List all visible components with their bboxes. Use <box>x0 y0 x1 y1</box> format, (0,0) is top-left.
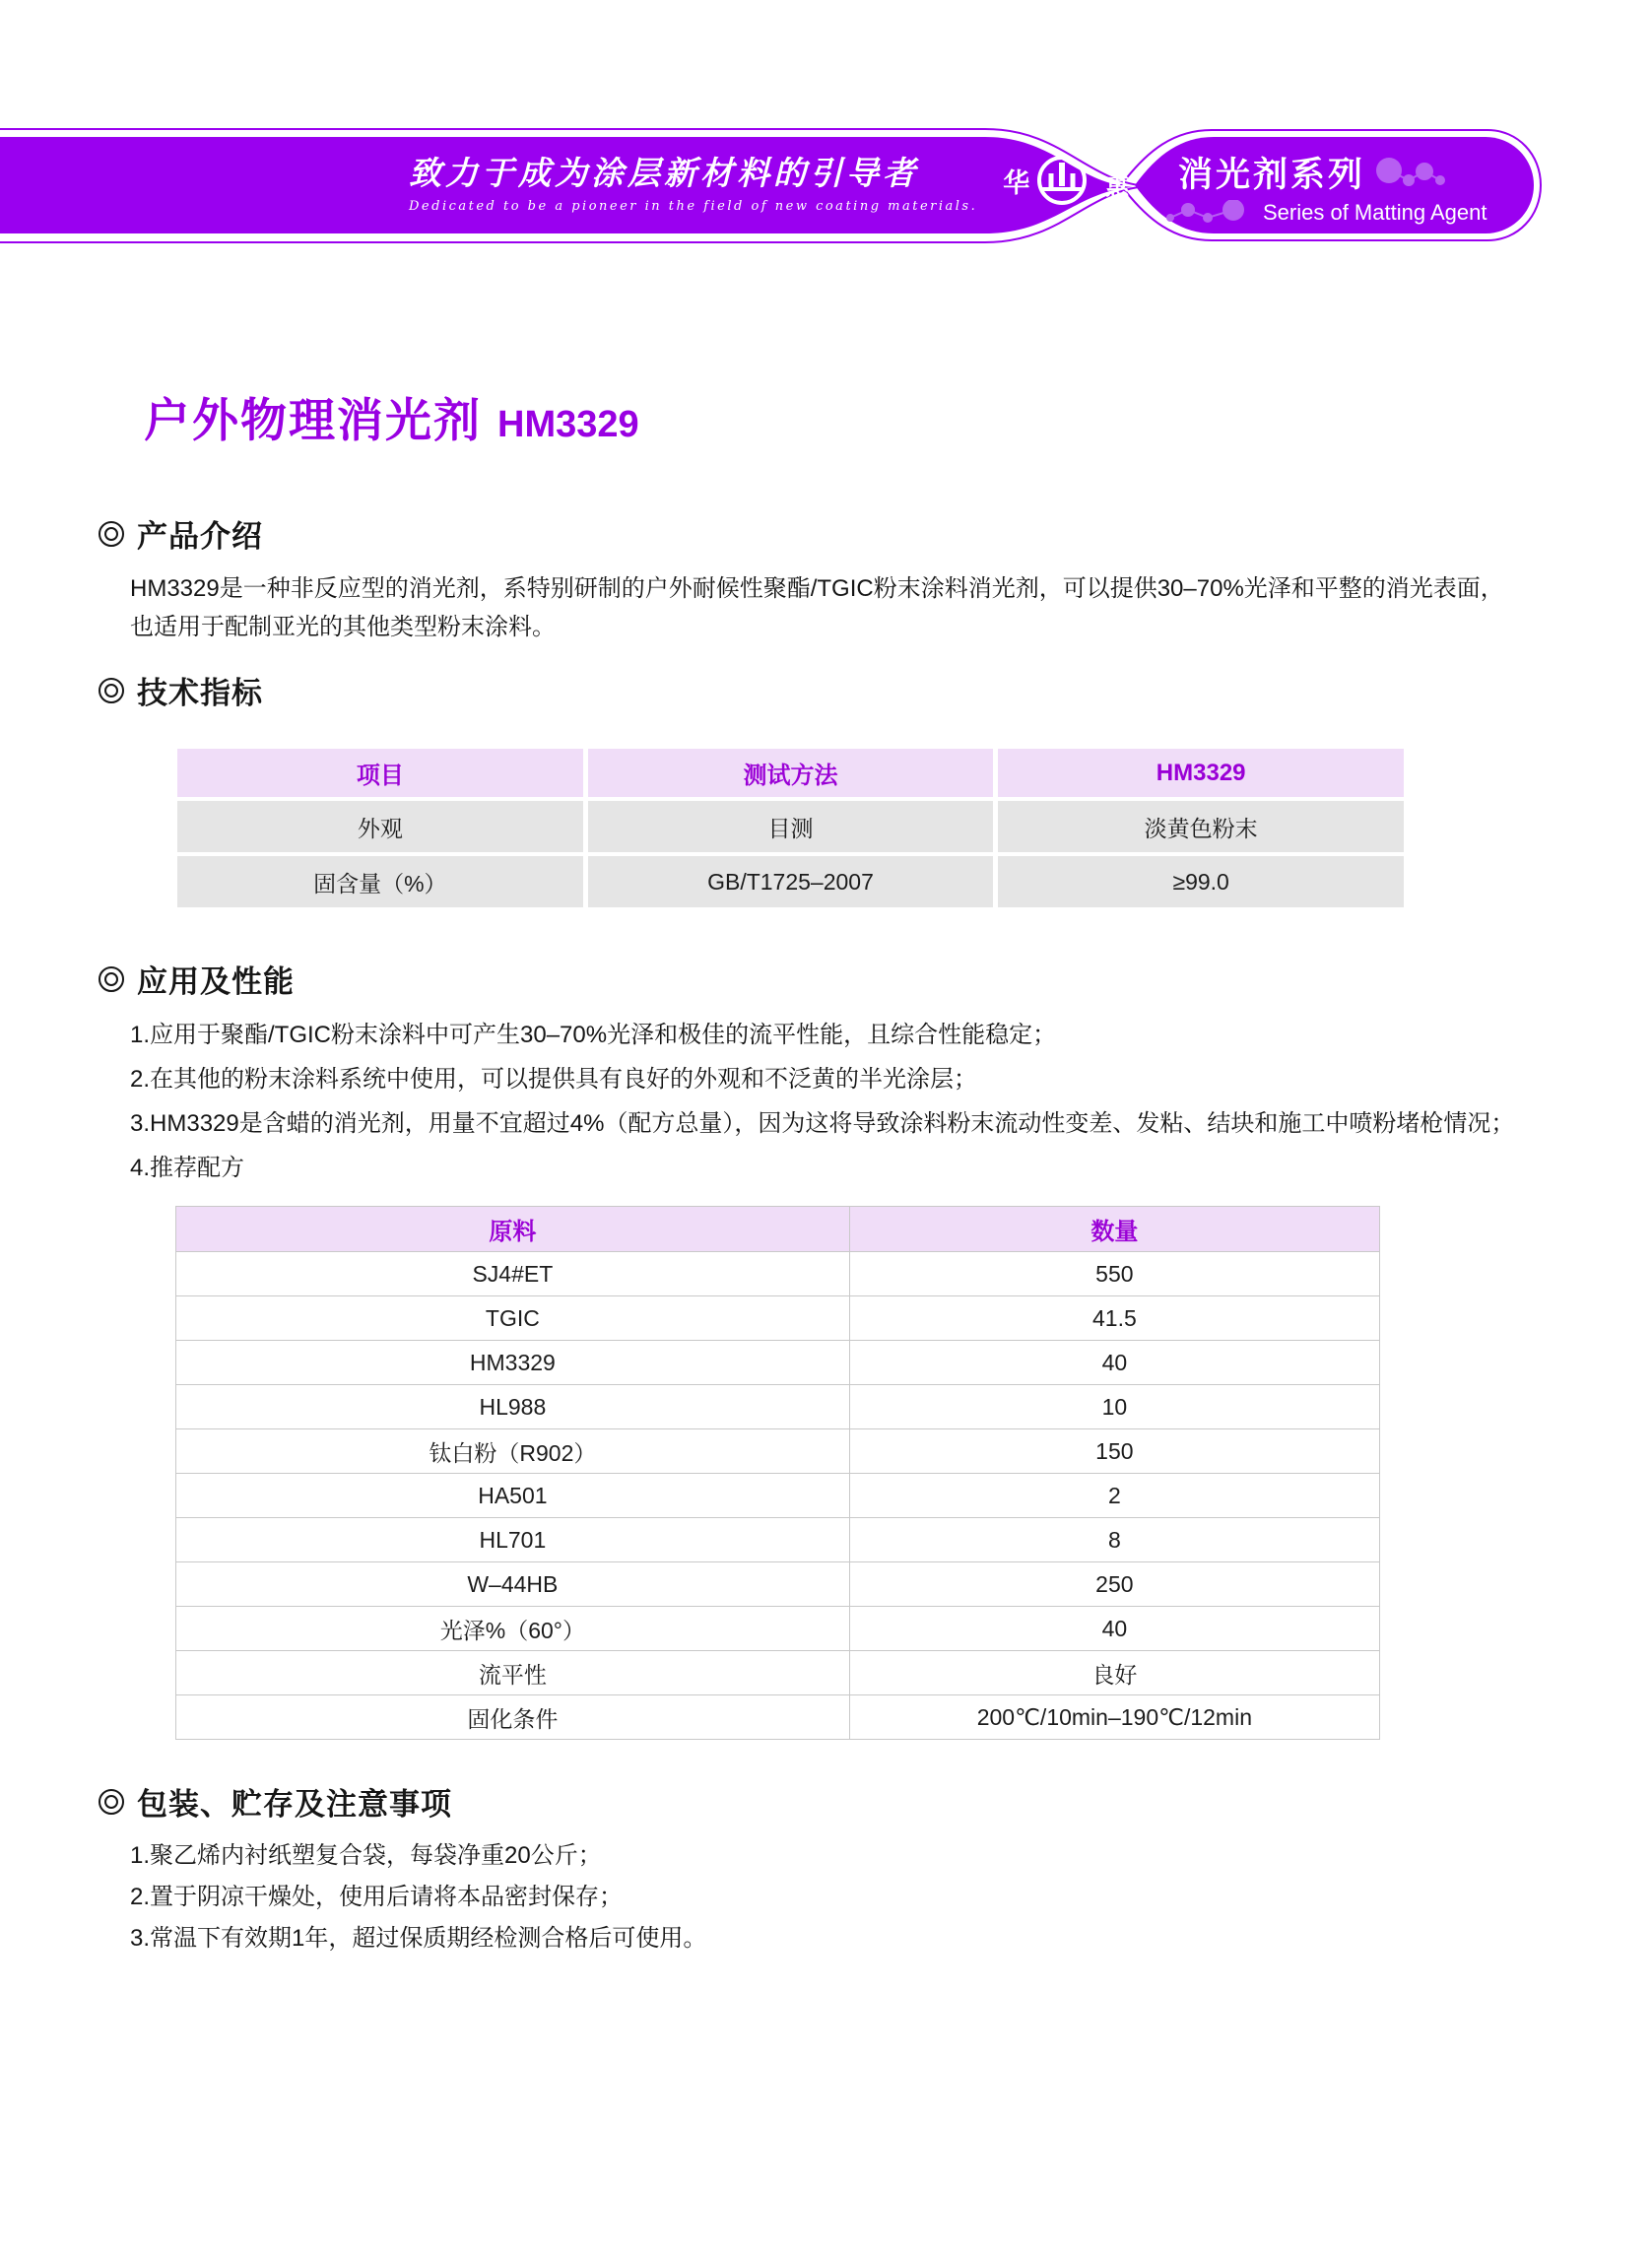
table-cell: 目测 <box>588 801 994 852</box>
product-title-cn: 户外物理消光剂 <box>144 394 482 446</box>
table-header-cell: 数量 <box>850 1207 1379 1251</box>
product-title-model: HM3329 <box>497 404 639 445</box>
product-title <box>144 384 1553 450</box>
table-cell: 固化条件 <box>176 1694 850 1739</box>
table-cell: HA501 <box>176 1473 850 1517</box>
section-bullet-icon <box>99 521 124 547</box>
spec-table <box>177 749 1404 907</box>
table-cell: 外观 <box>177 801 583 852</box>
list-item: 1.应用于聚酯/TGIC粉末涂料中可产生30–70%光泽和极佳的流平性能，且综合性能稳定； <box>130 1022 1057 1048</box>
section-bullet-icon <box>99 1789 124 1815</box>
table-header-cell: HM3329 <box>998 749 1404 797</box>
table-cell: HM3329 <box>176 1340 850 1384</box>
table-cell: ≥99.0 <box>998 856 1404 907</box>
intro-paragraph: HM3329是一种非反应型的消光剂，系特别研制的户外耐候性聚酯/TGIC粉末涂料消光剂，可以提供30–70%光泽和平整的消光表面，也适用于配制亚光的其他类型粉末涂料。 <box>130 575 1504 640</box>
series-title-en: Series of Matting Agent <box>1263 200 1487 225</box>
table-cell: 光泽%（60°） <box>176 1606 850 1650</box>
table-cell: 淡黄色粉末 <box>998 801 1404 852</box>
list-item: 3.常温下有效期1年，超过保质期经检测合格后可使用。 <box>130 1925 707 1952</box>
table-cell: HL988 <box>176 1384 850 1428</box>
table-cell: HL701 <box>176 1517 850 1561</box>
table-cell: 良好 <box>850 1650 1379 1694</box>
section-intro-heading <box>99 511 1553 556</box>
table-cell: 2 <box>850 1473 1379 1517</box>
formula-table <box>175 1206 1380 1740</box>
table-cell: 200℃/10min–190℃/12min <box>850 1694 1379 1739</box>
packaging-items <box>130 1835 1553 1959</box>
list-item: 2.置于阴凉干燥处，使用后请将本品密封保存； <box>130 1884 624 1910</box>
table-cell: 41.5 <box>850 1295 1379 1340</box>
table-cell: GB/T1725–2007 <box>588 856 994 907</box>
application-items <box>130 1013 1553 1190</box>
section-title: 产品介绍 <box>137 519 263 554</box>
table-cell: W–44HB <box>176 1561 850 1606</box>
table-header-cell: 测试方法 <box>588 749 994 797</box>
list-item: 1.聚乙烯内衬纸塑复合袋，每袋净重20公斤； <box>130 1842 602 1869</box>
table-header-cell: 项目 <box>177 749 583 797</box>
table-header-cell: 原料 <box>176 1207 850 1251</box>
table-cell: 钛白粉（R902） <box>176 1428 850 1473</box>
table-cell: SJ4#ET <box>176 1251 850 1295</box>
logo-char-right: 惠 <box>1105 173 1130 201</box>
section-title: 技术指标 <box>137 676 263 710</box>
table-cell: 150 <box>850 1428 1379 1473</box>
list-item: 2.在其他的粉末涂料系统中使用，可以提供具有良好的外观和不泛黄的半光涂层； <box>130 1066 978 1093</box>
list-item: 3.HM3329是含蜡的消光剂，用量不宜超过4%（配方总量），因为这将导致涂料粉末流动性变差、发粘、结块和施工中喷粉堵枪情况； <box>130 1110 1515 1137</box>
slogan-en: Dedicated to be a pioneer in the field of new coating materials. <box>409 199 978 214</box>
table-cell: 10 <box>850 1384 1379 1428</box>
table-cell: 250 <box>850 1561 1379 1606</box>
table-cell: 8 <box>850 1517 1379 1561</box>
slogan-cn: 致力于成为涂层新材料的引导者 <box>409 154 919 192</box>
table-cell: TGIC <box>176 1295 850 1340</box>
section-packaging-heading <box>99 1779 1553 1824</box>
section-application-heading <box>99 957 1553 1001</box>
list-item: 4.推荐配方 <box>130 1155 245 1181</box>
table-cell: 固含量（%） <box>177 856 583 907</box>
section-specs-heading <box>99 668 1553 712</box>
section-title: 应用及性能 <box>137 964 295 999</box>
section-title: 包装、贮存及注意事项 <box>137 1787 452 1822</box>
section-bullet-icon <box>99 678 124 703</box>
table-cell: 40 <box>850 1340 1379 1384</box>
table-cell: 40 <box>850 1606 1379 1650</box>
section-bullet-icon <box>99 966 124 992</box>
table-cell: 550 <box>850 1251 1379 1295</box>
logo-char-left: 华 <box>1003 167 1030 198</box>
registered-mark-icon: ® <box>1090 150 1100 164</box>
table-cell: 流平性 <box>176 1650 850 1694</box>
series-title-cn: 消光剂系列 <box>1178 156 1366 194</box>
